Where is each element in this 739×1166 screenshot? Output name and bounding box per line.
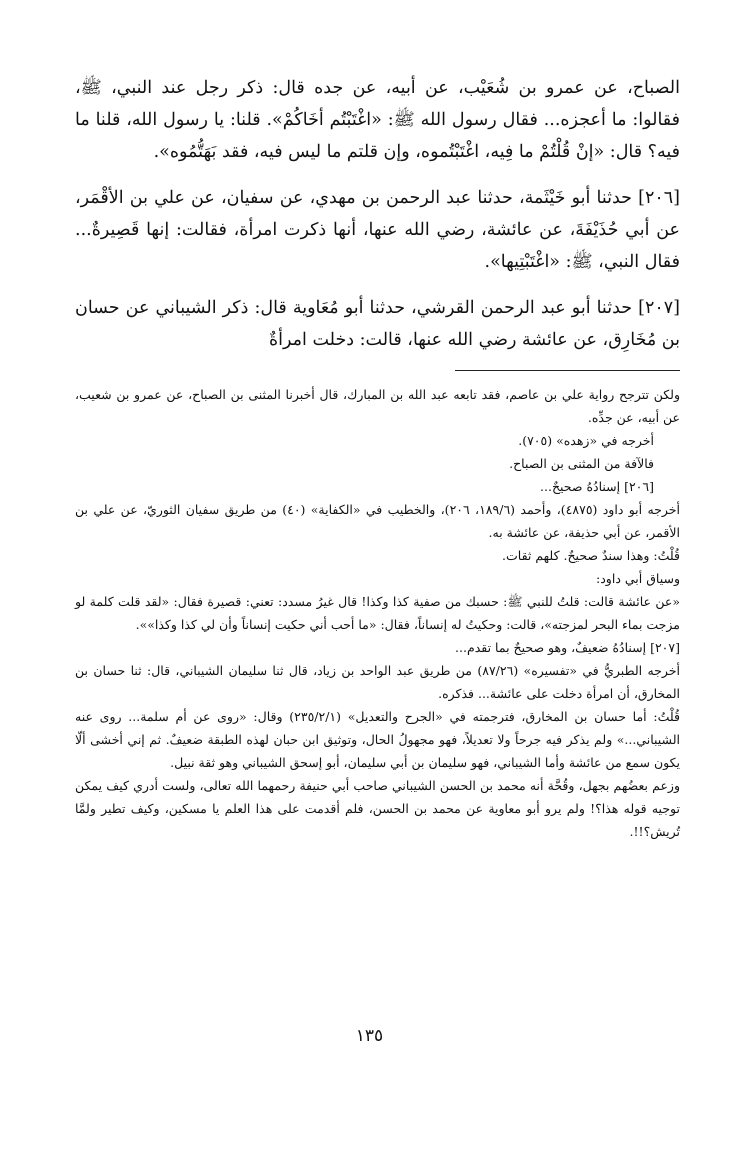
footnote-line: «عن عائشة قالت: قلتُ للنبي ﷺ: حسبك من صفية كذا وكذا! قال غيرُ مسدد: تعني: قصيرة فقال: «لقد قلت كلمة لو مزجت بماء البحر لمزجته»، قالت: وحكيتُ له إنساناً، فقال: «ما أحب أني حكيت إنساناً وأن لي كذا وكذا»». [75, 594, 680, 632]
footnote-line: أخرجه في «زهده» (٧٠٥). [518, 433, 654, 448]
footnote-line: قُلْتُ: وهذا سندٌ صحيحٌ. كلهم ثقات. [502, 548, 680, 563]
footnote-line: فالآفة من المثنى بن الصباح. [509, 456, 654, 471]
footnote-separator [455, 370, 680, 371]
footnote-line: أخرجه الطبريُّ في «تفسيره» (٨٧/٢٦) من طريق عبد الواحد بن زياد، قال ثنا سليمان الشيباني، قال: ثنا حسان بن المخارق، أن امرأة دخلت على عائشة... فذكره. [75, 663, 680, 701]
main-paragraph: الصباح، عن عمرو بن شُعَيْب، عن أبيه، عن جده قال: ذكر رجل عند النبي، ﷺ، فقالوا: ما أعجزه... فقال رسول الله ﷺ: «اغْتَبْتُم أخَاكُمْ». قلنا: يا رسول الله، قلنا ما فيه؟ قال: «إنْ قُلْتُمْ ما فِيه، اغْتَبْتُموه، وإن قلتم ما ليس فيه، فقد بَهَتُّمُوه». [75, 78, 680, 162]
footnote-line: أخرجه أبو داود (٤٨٧٥)، وأحمد (١٨٩/٦، ٢٠٦)، والخطيب في «الكفاية» (٤٠) من طريق سفيان الثوريّ، عن علي بن الأقمر، عن أبي حذيفة، عن عائشة به. [75, 502, 680, 540]
main-text [75, 72, 680, 356]
page-number: ١٣٥ [355, 1026, 384, 1046]
footnotes [75, 383, 680, 843]
hadith-206: [٢٠٦] حدثنا أبو خَيْثَمة، حدثنا عبد الرحمن بن مهدي، عن سفيان، عن علي بن الأقْمَر، عن أبي حُذَيْفَةَ، عن عائشة، رضي الله عنها، أنها ذكرت امرأة، فقالت: إنها قَصِيرةٌ... فقال النبي، ﷺ: «اغْتَبْتِيها». [75, 188, 680, 272]
hadith-207: [٢٠٧] حدثنا أبو عبد الرحمن القرشي، حدثنا أبو مُعَاوية قال: ذكر الشيباني عن حسان بن مُخَارِق، عن عائشة رضي الله عنها، قالت: دخلت امرأةٌ [75, 298, 680, 350]
footnote-line: [٢٠٦] إسنادُهُ صحيحٌ... [540, 479, 654, 494]
page-body [75, 72, 680, 843]
footnote-line: [٢٠٧] إسنادُهُ ضعيفٌ، وهو صحيحٌ بما تقدم... [455, 640, 680, 655]
footnote-line: وسياق أبي داود: [596, 571, 680, 586]
footnote-line: قُلْتُ: أما حسان بن المخارق، فترجمته في «الجرح والتعديل» (٢٣٥/٢/١) وقال: «روى عن أم سلمة... روى عنه الشيباني...» ولم يذكر فيه جرحاً ولا تعديلاً، فهو مجهولُ الحال، وتوثيق ابن حبان لهذه الطبقة ضعيفٌ. ثم إني أخشى ألّا يكون سمع من عائشة وأما الشيباني، فهو سليمان بن أبي سليمان، أبو إسحق الشيباني وهو ثقة نبيل. [75, 709, 680, 770]
footnote-line: وزعم بعضُهم بجهل، وقُحَّة أنه محمد بن الحسن الشيباني صاحب أبي حنيفة رحمهما الله تعالى، ولست أدري كيف يمكن توجيه قوله هذا؟! ولم يرو أبو معاوية عن محمد بن الحسن، فلم أقدمت على هذا العلم يا مسكين، وكيف تطير ولمَّا تُريش؟!!. [75, 778, 680, 839]
footnote-line: ولكن تترجح رواية علي بن عاصم، فقد تابعه عبد الله بن المبارك، قال أخبرنا المثنى بن الصباح، عن عمرو بن شعيب، عن أبيه، عن جدِّه. [75, 387, 680, 425]
